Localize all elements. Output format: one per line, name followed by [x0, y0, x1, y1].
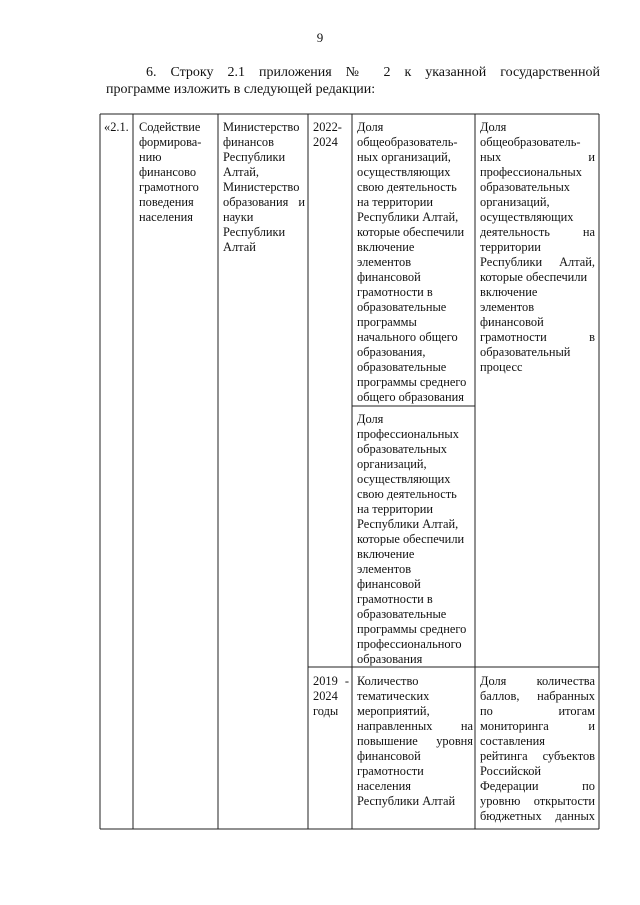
period-cell-1 — [313, 120, 349, 150]
indicator-cell-1 — [357, 120, 473, 405]
cell-line: образовательный — [480, 345, 571, 359]
cell-line: грамотности в — [357, 285, 433, 299]
cell-line: образовательные — [357, 607, 447, 621]
cell-line: включение — [480, 285, 538, 299]
cell-line: Алтай, — [223, 165, 259, 179]
cell-line: организаций, — [357, 457, 427, 471]
cell-line: процесс — [480, 360, 523, 374]
cell-line: грамотности в — [357, 592, 433, 606]
cell-line: образования и — [223, 195, 305, 209]
cell-line: уровню открытости — [480, 794, 595, 808]
cell-line: элементов — [357, 255, 412, 269]
cell-line: начального общего — [357, 330, 458, 344]
cell-line: деятельность на — [480, 225, 595, 239]
cell-line: образования, — [357, 345, 426, 359]
cell-line: 2019 - — [313, 674, 349, 688]
cell-line: Доля — [480, 120, 507, 134]
cell-line: 2022- — [313, 120, 342, 134]
cell-line: на территории — [357, 195, 434, 209]
cell-line: образовательных — [480, 180, 570, 194]
cell-line: Министерство — [223, 120, 300, 134]
cell-line: мероприятий, — [357, 704, 430, 718]
cell-line: осуществляющих — [357, 165, 451, 179]
cell-line: нию — [139, 150, 162, 164]
cell-line: 2024 — [313, 135, 338, 149]
cell-line: науки — [223, 210, 254, 224]
cell-line: которые обеспечили — [357, 225, 465, 239]
cell-line: Республики — [223, 225, 286, 239]
page-number: 9 — [316, 30, 324, 45]
cell-line: общего образования — [357, 390, 464, 404]
cell-line: поведения — [139, 195, 194, 209]
cell-line: грамотности в — [480, 330, 595, 344]
cell-line: свою деятельность — [357, 487, 457, 501]
cell-line: ных организаций, — [357, 150, 451, 164]
cell-line: Количество — [357, 674, 419, 688]
cell-line: включение — [357, 547, 415, 561]
cell-line: бюджетных данных — [480, 809, 595, 823]
cell-line: осуществляющих — [480, 210, 574, 224]
cell-line: тематических — [357, 689, 430, 703]
cell-line: финансовой — [357, 749, 421, 763]
cell-line: элементов — [357, 562, 412, 576]
cell-line: населения — [139, 210, 193, 224]
intro-line-2: программе изложить в следующей редакции: — [106, 82, 376, 97]
cell-line: программы — [357, 315, 417, 329]
cell-line: финансовой — [357, 577, 421, 591]
cell-line: программы среднего — [357, 375, 467, 389]
cell-line: финансовой — [357, 270, 421, 284]
cell-line: Доля количества — [480, 674, 595, 688]
cell-line: образовательных — [357, 442, 447, 456]
cell-line: которые обеспечили — [480, 270, 588, 284]
cell-line: составления — [480, 734, 545, 748]
cell-line: по итогам — [480, 704, 595, 718]
cell-line: Доля — [357, 120, 384, 134]
executor-cell — [223, 120, 305, 255]
cell-line: общеобразователь- — [480, 135, 581, 149]
cell-line: грамотности — [357, 764, 424, 778]
cell-line: Содействие — [139, 120, 201, 134]
cell-line: Республики Алтай, — [357, 210, 459, 224]
cell-line: образования — [357, 652, 423, 666]
event-name-cell — [139, 120, 215, 225]
cell-line: Республики Алтай — [357, 794, 456, 808]
cell-line: организаций, — [480, 195, 550, 209]
intro-line-1: 6. Строку 2.1 приложения № 2 к указанной государственной — [146, 65, 600, 80]
cell-line: Республики Алтай, — [480, 255, 595, 269]
cell-line: населения — [357, 779, 411, 793]
cell-line: формирова- — [139, 135, 202, 149]
cell-line: общеобразователь- — [357, 135, 458, 149]
cell-line: профессионального — [357, 637, 462, 651]
cell-line: свою деятельность — [357, 180, 457, 194]
cell-line: Министерство — [223, 180, 300, 194]
cell-line: мониторинга и — [480, 719, 595, 733]
cell-line: Республики — [223, 150, 286, 164]
cell-line: программы среднего — [357, 622, 467, 636]
goal-cell-1 — [480, 120, 595, 375]
cell-line: годы — [313, 704, 339, 718]
cell-line: Алтай — [223, 240, 256, 254]
cell-line: финансово — [139, 165, 197, 179]
cell-line: образовательные — [357, 300, 447, 314]
cell-line: рейтинга субъектов — [480, 749, 595, 763]
cell-line: грамотного — [139, 180, 199, 194]
cell-line: Федерации по — [480, 779, 595, 793]
cell-line: Республики Алтай, — [357, 517, 459, 531]
cell-line: баллов, набранных — [480, 689, 595, 703]
indicator-cell-3 — [357, 674, 473, 809]
cell-line: которые обеспечили — [357, 532, 465, 546]
cell-line: элементов — [480, 300, 535, 314]
cell-line: ных и — [480, 150, 595, 164]
period-cell-3 — [313, 674, 349, 719]
cell-line: профессиональных — [357, 427, 459, 441]
row-number: «2.1. — [104, 120, 129, 134]
cell-line: включение — [357, 240, 415, 254]
cell-line: Российской — [480, 764, 542, 778]
cell-line: повышение уровня — [357, 734, 473, 748]
cell-line: на территории — [357, 502, 434, 516]
goal-cell-2 — [480, 674, 595, 824]
indicator-cell-2 — [357, 412, 473, 667]
cell-line: Доля — [357, 412, 384, 426]
cell-line: направленных на — [357, 719, 473, 733]
cell-line: территории — [480, 240, 541, 254]
cell-line: финансовой — [480, 315, 544, 329]
cell-line: образовательные — [357, 360, 447, 374]
cell-line: финансов — [223, 135, 274, 149]
cell-line: 2024 — [313, 689, 338, 703]
cell-line: профессиональных — [480, 165, 582, 179]
cell-line: осуществляющих — [357, 472, 451, 486]
